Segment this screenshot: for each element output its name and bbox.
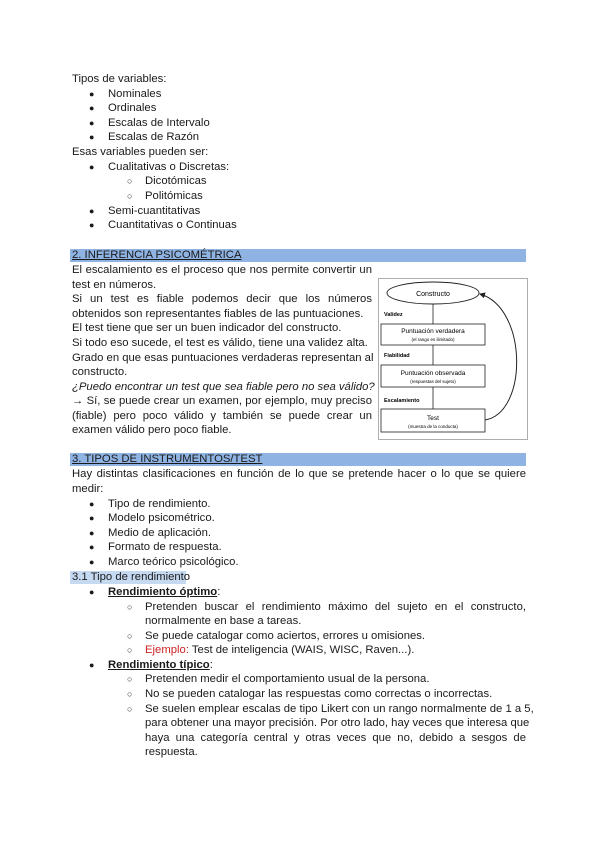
circle-bullet-icon: ○ xyxy=(127,631,133,641)
section-3-heading: 3. TIPOS DE INSTRUMENTOS/TEST xyxy=(72,453,263,465)
paragraph-line: medir: xyxy=(72,483,104,495)
answer-line: examen válido pero poco fiable. xyxy=(72,424,232,436)
paragraph-line: Se puede catalogar como aciertos, errores u omisiones. xyxy=(145,630,426,642)
bullet-icon: ● xyxy=(89,587,95,597)
test-label: Test xyxy=(427,415,439,422)
reliability-label: Fiabilidad xyxy=(384,353,410,359)
can-be-text: Esas variables pueden ser: xyxy=(72,146,209,158)
paragraph-line: Grado en que esas puntuaciones verdaderas representan al xyxy=(72,352,374,364)
paragraph-line: Pretenden buscar el rendimiento máximo del sujeto en el constructo, xyxy=(145,601,526,613)
bullet-icon: ● xyxy=(89,499,95,509)
list-item: Cualitativas o Discretas: xyxy=(108,161,230,173)
circle-bullet-icon: ○ xyxy=(127,704,133,714)
bullet-icon: ● xyxy=(89,660,95,670)
scaling-label: Escalamiento xyxy=(384,398,420,404)
test-sublabel: (muestra de la conducta) xyxy=(408,424,458,429)
true-score-label: Puntuación verdadera xyxy=(401,328,465,335)
observed-score-sublabel: (respuestas del sujeto) xyxy=(410,379,456,384)
optimal-title: Rendimiento óptimo xyxy=(108,586,218,598)
list-item: Semi-cuantitativas xyxy=(108,205,201,217)
list-item: Medio de aplicación. xyxy=(108,527,211,539)
list-item: Politómicas xyxy=(145,190,203,202)
list-item: Escalas de Razón xyxy=(108,131,200,143)
typical-title-line xyxy=(108,658,213,672)
list-item: Marco teórico psicológico. xyxy=(108,556,239,568)
bullet-icon: ● xyxy=(89,513,95,523)
optimal-title-line xyxy=(108,585,220,599)
list-item: Cuantitativas o Continuas xyxy=(108,219,237,231)
list-item: Formato de respuesta. xyxy=(108,541,222,553)
example-label: Ejemplo: xyxy=(145,644,189,656)
bullet-icon: ● xyxy=(89,118,95,128)
bullet-icon: ● xyxy=(89,542,95,552)
list-item: Dicotómicas xyxy=(145,175,207,187)
bullet-icon: ● xyxy=(89,528,95,538)
circle-bullet-icon: ○ xyxy=(127,689,133,699)
question-text: ¿Puedo encontrar un test que sea fiable pero no sea válido? xyxy=(72,381,375,393)
circle-bullet-icon: ○ xyxy=(127,176,133,186)
variables-heading: Tipos de variables: xyxy=(72,73,167,85)
list-item: Modelo psicométrico. xyxy=(108,512,215,524)
paragraph-line: respuesta. xyxy=(145,746,198,758)
bullet-icon: ● xyxy=(89,89,95,99)
bullet-icon: ● xyxy=(89,206,95,216)
bullet-icon: ● xyxy=(89,103,95,113)
optimal-colon: : xyxy=(217,586,221,598)
example-text: Test de inteligencia (WAIS, WISC, Raven...). xyxy=(188,644,415,656)
list-item: Escalas de Intervalo xyxy=(108,117,210,129)
paragraph-line: El escalamiento es el proceso que nos permite convertir un xyxy=(72,264,372,276)
list-item: Tipo de rendimiento. xyxy=(108,498,211,510)
bullet-icon: ● xyxy=(89,162,95,172)
paragraph-line: Hay distintas clasificaciones en función de lo que se pretende hacer o lo que se quiere xyxy=(72,468,526,480)
validity-label: Validez xyxy=(384,312,403,318)
paragraph-line: No se pueden catalogar las respuestas como correctas o incorrectas. xyxy=(145,688,493,700)
true-score-sublabel: (el rango es ilimitado) xyxy=(411,337,455,342)
bullet-icon: ● xyxy=(89,220,95,230)
paragraph-line: haya una categoría central y otras veces que no, debido a sesgos de xyxy=(145,732,526,744)
list-item: Ordinales xyxy=(108,102,157,114)
example-line xyxy=(145,643,414,657)
list-item: Nominales xyxy=(108,88,162,100)
circle-bullet-icon: ○ xyxy=(127,645,133,655)
paragraph-line: Si un test es fiable podemos decir que los números xyxy=(72,293,372,305)
paragraph-line: Se suelen emplear escalas de tipo Likert con un rango normalmente de 1 a 5, xyxy=(145,703,534,715)
paragraph-line: constructo. xyxy=(72,366,128,378)
typical-title: Rendimiento típico xyxy=(108,659,210,671)
paragraph-line: para obtener una mayor precisión. Por otro lado, hay veces que interesa que xyxy=(145,717,530,729)
paragraph-line: El test tiene que ser un buen indicador del constructo. xyxy=(72,322,342,334)
paragraph-line: Si todo eso sucede, el test es válido, tiene una validez alta. xyxy=(72,337,368,349)
bullet-icon: ● xyxy=(89,132,95,142)
bullet-icon: ● xyxy=(89,557,95,567)
observed-score-label: Puntuación observada xyxy=(400,370,466,377)
psychometric-diagram xyxy=(378,278,528,440)
typical-colon: : xyxy=(209,659,213,671)
answer-line: (fiable) pero poco válido y también se puede crear un xyxy=(72,410,372,422)
circle-bullet-icon: ○ xyxy=(127,674,133,684)
circle-bullet-icon: ○ xyxy=(127,602,133,612)
paragraph-line: obtenidos son representantes fiables de las puntuaciones. xyxy=(72,308,364,320)
circle-bullet-icon: ○ xyxy=(127,191,133,201)
construct-label: Constructo xyxy=(416,291,450,298)
section-2-heading: 2. INFERENCIA PSICOMÉTRICA xyxy=(72,249,242,261)
paragraph-line: normalmente en base a tareas. xyxy=(145,615,302,627)
answer-line: → Sí, se puede crear un examen, por ejemplo, muy preciso xyxy=(72,395,372,407)
paragraph-line: Pretenden medir el comportamiento usual de la persona. xyxy=(145,673,430,685)
paragraph-line: test en números. xyxy=(72,279,157,291)
subsection-heading: 3.1 Tipo de rendimiento xyxy=(72,571,191,583)
